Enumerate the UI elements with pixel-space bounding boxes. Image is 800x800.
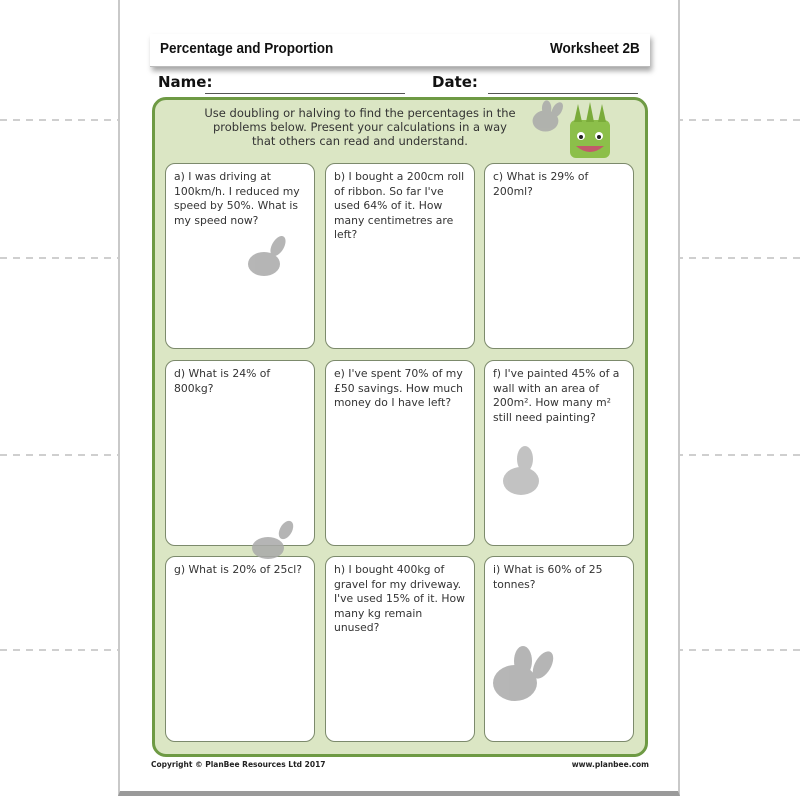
worksheet-number: Worksheet 2B bbox=[550, 40, 640, 57]
copyright-text: Copyright © PlanBee Resources Ltd 2017 bbox=[151, 760, 326, 769]
problem-c[interactable]: c) What is 29% of 200ml? bbox=[484, 163, 634, 349]
problem-f[interactable]: f) I've painted 45% of a wall with an area of 200m². How many m² still need painting? bbox=[484, 360, 634, 546]
bee-watermark-icon bbox=[495, 445, 555, 505]
problem-b[interactable]: b) I bought a 200cm roll of ribbon. So far I've used 64% of it. How many centimetres are left? bbox=[325, 163, 475, 349]
problem-e[interactable]: e) I've spent 70% of my £50 savings. How much money do I have left? bbox=[325, 360, 475, 546]
mascot-icon bbox=[566, 102, 614, 158]
bee-watermark-icon bbox=[240, 518, 300, 563]
website-link[interactable]: www.planbee.com bbox=[571, 760, 649, 769]
problem-i[interactable]: i) What is 60% of 25 tonnes? bbox=[484, 556, 634, 742]
date-line[interactable] bbox=[488, 93, 638, 94]
problem-d[interactable]: d) What is 24% of 800kg? bbox=[165, 360, 315, 546]
name-line[interactable] bbox=[205, 93, 405, 94]
date-label: Date: bbox=[432, 73, 478, 91]
header-bar bbox=[150, 34, 650, 67]
problem-g[interactable]: g) What is 20% of 25cl? bbox=[165, 556, 315, 742]
bee-watermark-icon bbox=[522, 98, 566, 138]
problem-a[interactable]: a) I was driving at 100km/h. I reduced my speed by 50%. What is my speed now? bbox=[165, 163, 315, 349]
bee-watermark-icon bbox=[238, 234, 298, 279]
worksheet-title: Percentage and Proportion bbox=[160, 40, 334, 57]
bee-watermark-icon bbox=[475, 645, 555, 710]
instructions: Use doubling or halving to find the percentages in the problems below. Present your calculations in a way that others can read and understand. bbox=[204, 106, 516, 148]
problem-h[interactable]: h) I bought 400kg of gravel for my driveway. I've used 15% of it. How many kg remain unused? bbox=[325, 556, 475, 742]
name-label: Name: bbox=[158, 73, 213, 91]
